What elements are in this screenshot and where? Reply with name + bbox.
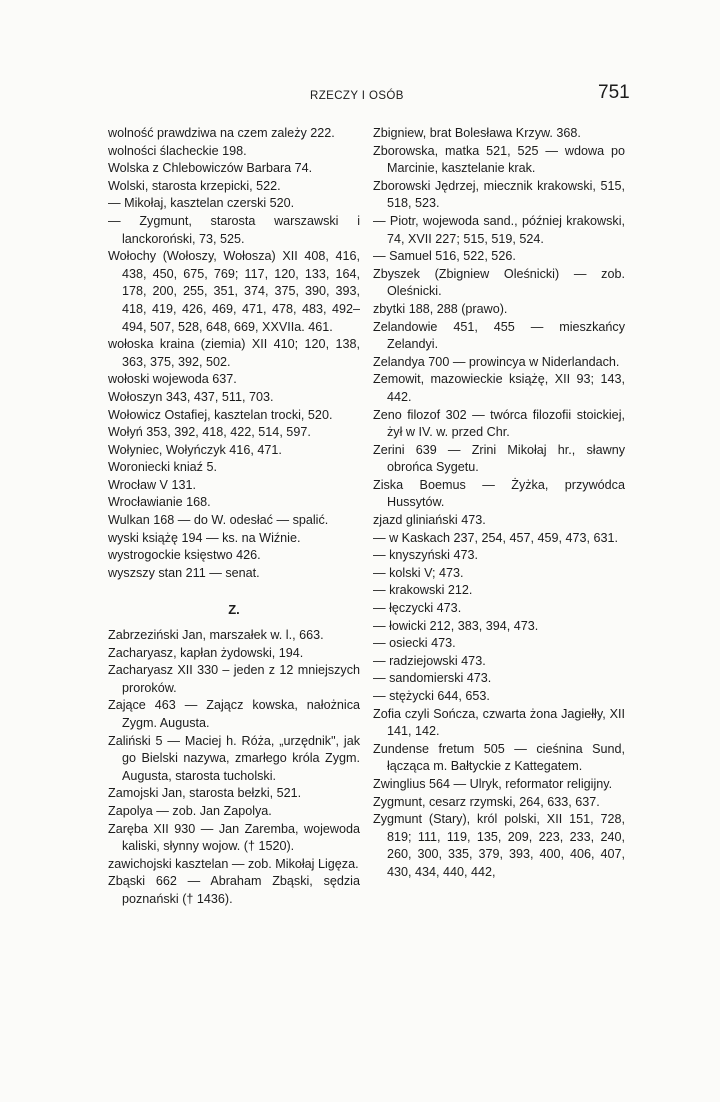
index-entry: Wulkan 168 — do W. odesłać — spalić.	[108, 513, 329, 528]
index-entry: Zabrzeziński Jan, marszałek w. l., 663.	[108, 628, 324, 643]
index-entry: Wrocław V 131.	[108, 477, 196, 492]
entries-z	[108, 627, 360, 909]
index-entry: — Piotr, wojewoda sand., później krakowski, 74, XVII 227; 515, 519, 524.	[373, 213, 625, 246]
index-entry: Zborowska, matka 521, 525 — wdowa po Marcinie, kasztelanie krak.	[373, 143, 625, 176]
index-column-left	[108, 125, 360, 909]
index-entry: wolności ślacheckie 198.	[108, 143, 247, 158]
index-entry: Zbąski 662 — Abraham Zbąski, sędzia poznański († 1436).	[108, 874, 360, 906]
index-entry: wolność prawdziwa na czem zależy 222.	[108, 126, 335, 140]
index-entry: — Mikołaj, kasztelan czerski 520.	[108, 196, 295, 211]
index-entry: Zacharyasz, kapłan żydowski, 194.	[108, 645, 304, 660]
index-entry: Wołochy (Wołoszy, Wołosza) XII 408, 416, 438, 450, 675, 769; 117, 120, 133, 164, 178, 200, 255, 351, 374, 375, 390, 393, 418, 419, 426, 469, 471, 478, 483, 492–494, 507, 528, 648, 669, XXVIIa. 461.	[108, 249, 360, 334]
entries-w	[108, 125, 360, 582]
index-entry: Zelandowie 451, 455 — mieszkańcy Zelandyi.	[373, 319, 625, 352]
index-entry: wystrogockie księstwo 426.	[108, 548, 261, 563]
index-entry: Zamojski Jan, starosta bełzki, 521.	[108, 786, 302, 801]
index-entry: Wołyniec, Wołyńczyk 416, 471.	[108, 442, 282, 457]
index-entry: wołoska kraina (ziemia) XII 410; 120, 138, 363, 375, 392, 502.	[108, 337, 360, 369]
index-entry: — Zygmunt, starosta warszawski i lanckoroński, 73, 525.	[108, 213, 360, 246]
index-entry: — Samuel 516, 522, 526.	[373, 249, 516, 264]
index-entry: wyski książę 194 — ks. na Wiźnie.	[108, 530, 301, 545]
index-entry: Zające 463 — Zającz kowska, nałożnica Zygm. Augusta.	[108, 698, 360, 730]
index-entry: — kolski V; 473.	[373, 565, 464, 580]
index-entry: Zygmunt (Stary), król polski, XII 151, 728, 819; 111, 119, 135, 209, 223, 233, 240, 260, 300, 335, 379, 393, 400, 406, 407, 430, 434, 440, 442,	[373, 812, 625, 879]
index-entry: Zapolya — zob. Jan Zapolya.	[108, 803, 272, 818]
index-entry: Wołowicz Ostafiej, kasztelan trocki, 520.	[108, 407, 333, 422]
index-entry: zjazd gliniański 473.	[373, 513, 486, 528]
index-entry: Zundense fretum 505 — cieśnina Sund, łącząca m. Bałtyckie z Kattegatem.	[373, 741, 625, 774]
index-entry: — sandomierski 473.	[373, 671, 492, 686]
index-entry: Zelandya 700 — prowincya w Niderlandach.	[373, 354, 620, 369]
index-entry: Zeno filozof 302 — twórca filozofii stoickiej, żył w IV. w. przed Chr.	[373, 407, 625, 440]
index-column-right	[373, 125, 625, 882]
index-entry: wołoski wojewoda 637.	[108, 372, 237, 387]
index-entry: zbytki 188, 288 (prawo).	[373, 301, 508, 316]
index-entry: Zwinglius 564 — Ulryk, reformator religijny.	[373, 776, 613, 791]
index-entry: Zygmunt, cesarz rzymski, 264, 633, 637.	[373, 794, 600, 809]
index-entry: — knyszyński 473.	[373, 548, 478, 563]
index-entry: Wolska z Chlebowiczów Barbara 74.	[108, 161, 313, 176]
index-entry: — osiecki 473.	[373, 636, 456, 651]
index-entry: Zaręba XII 930 — Jan Zaremba, wojewoda kaliski, słynny wojow. († 1520).	[108, 821, 360, 854]
index-entry: Wrocławianie 168.	[108, 495, 211, 510]
index-entry: — radziejowski 473.	[373, 653, 486, 668]
index-entry: Zerini 639 — Zrini Mikołaj hr., sławny obrońca Sygetu.	[373, 442, 625, 475]
index-entry: — krakowski 212.	[373, 583, 473, 598]
index-entry: wyszszy stan 211 — senat.	[108, 565, 260, 580]
index-entry: Wolski, starosta krzepicki, 522.	[108, 178, 281, 193]
index-entry: Wołoszyn 343, 437, 511, 703.	[108, 389, 274, 404]
index-entry: Zbigniew, brat Bolesława Krzyw. 368.	[373, 126, 581, 140]
index-entry: Zemowit, mazowieckie książę, XII 93; 143, 442.	[373, 372, 625, 404]
index-entry: — łęczycki 473.	[373, 601, 462, 616]
index-entry: Wołyń 353, 392, 418, 422, 514, 597.	[108, 425, 311, 440]
section-letter-z: Z.	[228, 602, 240, 618]
index-entry: — łowicki 212, 383, 394, 473.	[373, 618, 539, 633]
index-entry: — w Kaskach 237, 254, 457, 459, 473, 631.	[373, 530, 619, 545]
index-entry: Zbyszek (Zbigniew Oleśnicki) — zob. Oleśnicki.	[373, 266, 625, 299]
index-entry: — stężycki 644, 653.	[373, 689, 490, 703]
page-number: 751	[598, 82, 630, 103]
index-entry: zawichojski kasztelan — zob. Mikołaj Ligęza.	[108, 856, 359, 871]
running-title: RZECZY I OSÓB	[310, 90, 404, 102]
index-entry: Zacharyasz XII 330 – jeden z 12 mniejszych proroków.	[108, 663, 360, 695]
index-entry: Zofia czyli Sończa, czwarta żona Jagiełły, XII 141, 142.	[373, 706, 625, 739]
index-entry: Woroniecki kniaź 5.	[108, 460, 217, 475]
index-entry: Zborowski Jędrzej, miecznik krakowski, 515, 518, 523.	[373, 178, 625, 211]
index-entry: Zaliński 5 — Maciej h. Róża, „urzędnik", jak go Bielski nazywa, zmarłego króla Zygm. Augusta, starosta tucholski.	[108, 733, 360, 783]
index-entry: Ziska Boemus — Żyżka, przywódca Hussytów.	[373, 477, 625, 510]
